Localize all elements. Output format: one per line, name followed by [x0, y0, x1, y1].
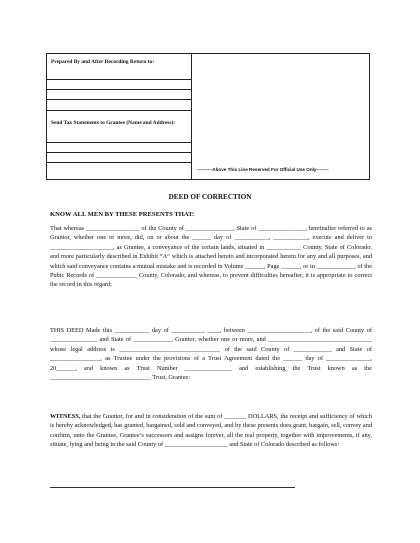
address-line[interactable] [47, 99, 191, 100]
description-line[interactable] [50, 487, 295, 488]
document-title: DEED OF CORRECTION [168, 193, 252, 201]
address-line[interactable] [47, 142, 191, 143]
prepared-by-label: Prepared By and After Recording Return to: [51, 59, 155, 65]
know-all-men-heading: KNOW ALL MEN BY THESE PRESENTS THAT: [50, 211, 195, 218]
recording-header-box [46, 53, 370, 180]
address-line[interactable] [47, 110, 191, 111]
parties-paragraph: THIS DEED Made this ___________ day of __________, ____, between ____________________, of the said County of _______________ and State of ____________, Grantor, whether one or more, and _________________________________ whose legal address is ________________________________ of the said County of ____________ and State of ________________, as Trustee under the provisions of a Trust Agreement dated the ______ day of ______________, 20______, and known as Trust Number _______________ and establishing the Trust known as the ________________________________ Trust, Grantee: [50, 327, 372, 382]
return-to-column [47, 54, 192, 179]
address-line[interactable] [47, 162, 191, 163]
tax-statements-label: Send Tax Statements to Grantee (Name and Address): [51, 120, 176, 126]
witness-text: that the Grantor, for and in consideration of the sum of _______ DOLLARS, the receipt and sufficiency of which is hereby acknowledged, has granted, bargained, sold and conveyed, and by these presents does grant, bargain, sell, convey and confirm, unto the Grantee, Grantee’s successors and assigns forever, all the real property, together with improvements, if any, situate, lying and being in the said County of ____________________ and State of Colorado described as follows: [50, 413, 372, 449]
witness-paragraph [50, 412, 372, 450]
witness-lead: WITNESS, [50, 413, 81, 420]
address-line[interactable] [47, 89, 191, 90]
address-line[interactable] [47, 152, 191, 153]
official-use-notice: ----------Above This Line Reserved For Official Use Only-------- [197, 167, 329, 172]
address-line[interactable] [47, 79, 191, 80]
recital-paragraph: That whereas _________________ of the County of _______________, State of _______________, hereinafter referred to as Grantor, whether one or more, did, on or about the ______ day of ___________, ___________, execute and deliver to ____________________, as Grantee, a conveyance of the certain lands, situated in ___________ County, State of Colorado, and more particularly described in Exhibit “A” which is attached hereto and incorporated herein for any and all purposes, and which said conveyance contains a mutual mistake and is recorded in Volume ______, Page ______, or in ____________, of the Pubic Records of _____________ County, Colorado; and whereas, to prevent difficulties hereafter, it is appropriate to correct the record in this regard; [50, 225, 372, 289]
